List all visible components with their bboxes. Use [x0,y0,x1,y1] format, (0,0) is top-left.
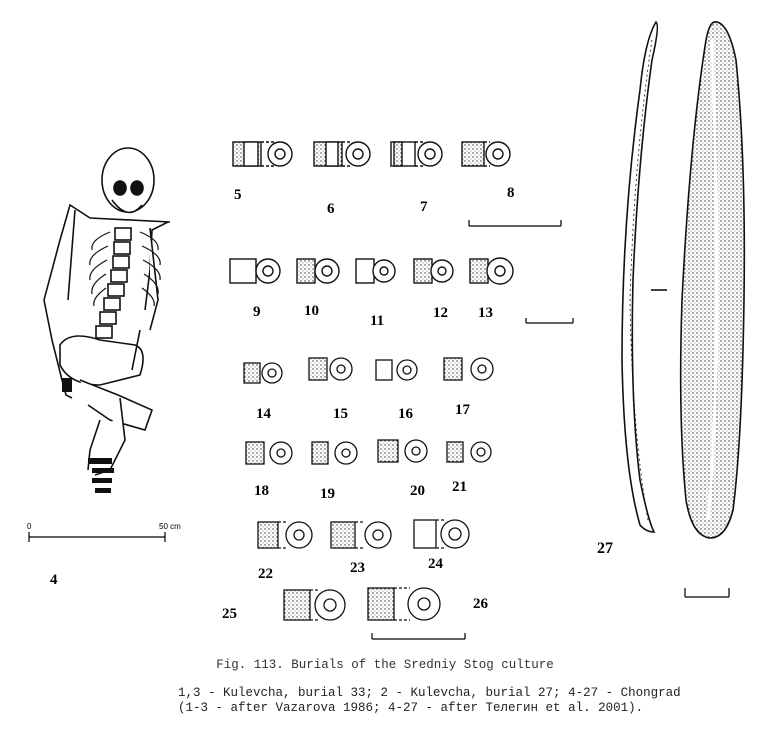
bead-6 [314,142,370,166]
label-17: 17 [455,402,470,418]
bead-24 [414,520,469,548]
bead-row-5-8 [233,142,510,166]
scale-bar-50cm [29,532,165,542]
scale-end-label: 50 cm [159,522,181,531]
bead-row-22-24 [258,520,469,548]
scale-bar-beads-middle [526,318,573,323]
bead-16 [376,360,417,380]
bead-11 [356,259,395,283]
label-9: 9 [253,304,261,320]
source-line-2: (1-3 - after Vazarova 1986; 4-27 - after Телегин et al. 2001). [178,701,644,715]
label-11: 11 [370,313,385,329]
bead-9 [230,259,280,283]
bead-22 [258,522,312,548]
bead-23 [331,522,391,548]
bead-13 [470,258,513,284]
label-20: 20 [410,483,425,499]
bead-5 [233,142,292,166]
label-7: 7 [420,199,428,215]
bead-7 [391,142,442,166]
label-25: 25 [222,606,237,622]
bead-row-25-26 [284,588,440,620]
label-14: 14 [256,406,271,422]
label-13: 13 [478,305,493,321]
bead-row-9-13 [230,258,513,284]
label-15: 15 [333,406,348,422]
bone-blade-side-view [622,22,657,532]
label-5: 5 [234,187,242,203]
label-24: 24 [428,556,443,572]
bead-12 [414,259,453,283]
label-10: 10 [304,303,319,319]
label-6: 6 [327,201,335,217]
bead-14 [244,363,282,383]
bead-20 [378,440,427,462]
label-19: 19 [320,486,335,502]
label-4: 4 [50,572,58,588]
bead-26 [368,588,440,620]
bead-18 [246,442,292,464]
bead-8 [462,142,510,166]
bead-row-14-17 [244,358,493,383]
scale-bar-beads-upper [469,220,561,226]
label-21: 21 [452,479,467,495]
scale-bar-blade [685,588,729,597]
label-23: 23 [350,560,365,576]
bead-15 [309,358,352,380]
bead-10 [297,259,339,283]
label-12: 12 [433,305,448,321]
label-18: 18 [254,483,269,499]
bead-17 [444,358,493,380]
label-27: 27 [597,540,613,557]
figure-caption: Fig. 113. Burials of the Sredniy Stog culture [216,658,554,672]
scale-bar-beads-lower [372,633,465,639]
bead-25 [284,590,345,620]
source-line-1: 1,3 - Kulevcha, burial 33; 2 - Kulevcha, burial 27; 4-27 - Chongrad [178,686,681,700]
scale-zero-label: 0 [27,522,32,531]
label-22: 22 [258,566,273,582]
label-8: 8 [507,185,515,201]
bone-blade-front-view [681,22,745,538]
bead-21 [447,442,491,462]
label-26: 26 [473,596,488,612]
label-16: 16 [398,406,413,422]
bead-19 [312,442,357,464]
bead-row-18-21 [246,440,491,464]
skeleton-drawing [44,148,170,493]
